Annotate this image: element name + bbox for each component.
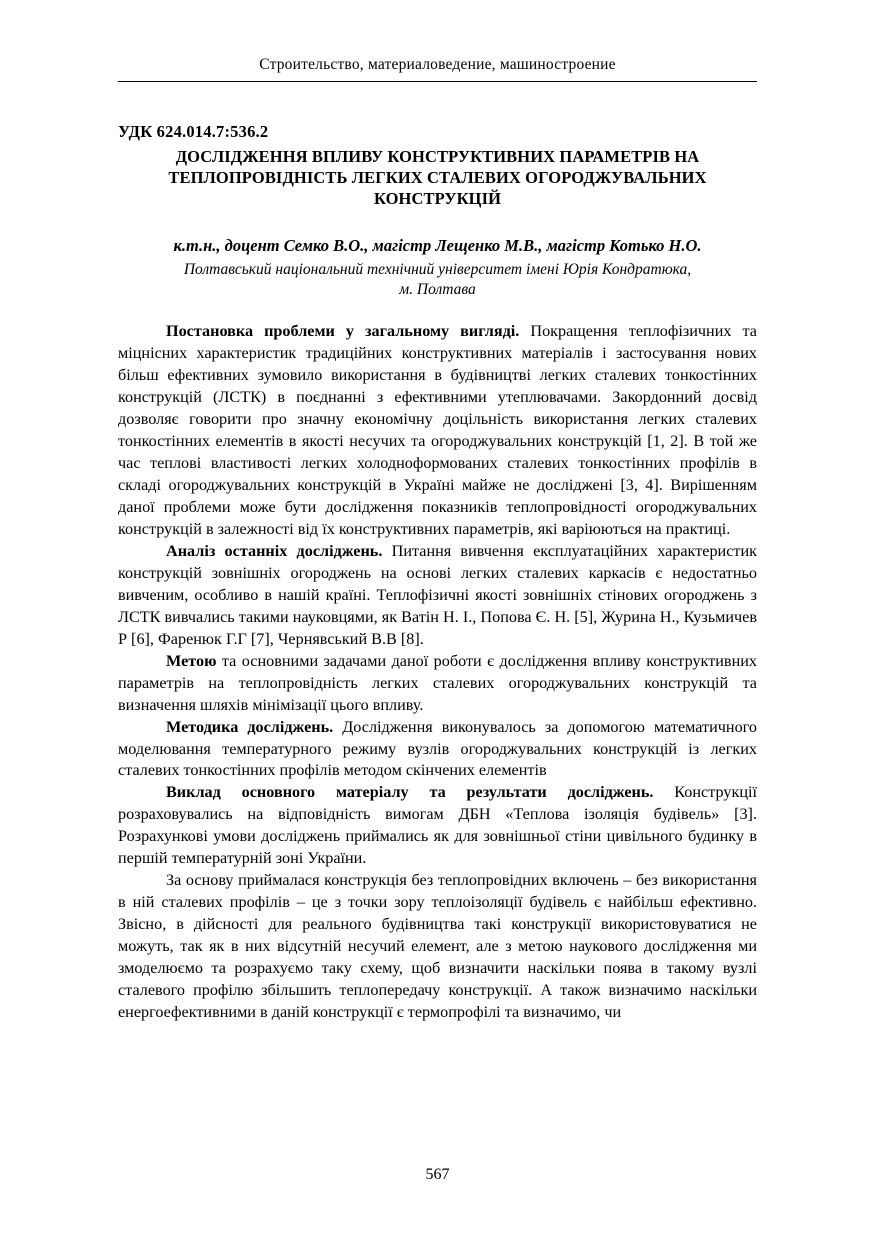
affiliation bbox=[118, 260, 757, 300]
authors-line: к.т.н., доцент Семко В.О., магістр Лещенко М.В., магістр Котько Н.О. bbox=[173, 236, 702, 256]
running-head: Строительство, материаловедение, машиностроение bbox=[259, 56, 616, 73]
page-number: 567 bbox=[425, 1166, 450, 1183]
paragraph-lead: Метою bbox=[166, 651, 217, 670]
paragraph bbox=[118, 651, 757, 717]
paragraph bbox=[118, 782, 757, 870]
paragraph-lead: Методика досліджень. bbox=[166, 717, 334, 736]
paragraph-text: Питання вивчення експлуатаційних характеристик конструкцій зовнішніх огороджень на основі легких сталевих каркасів є недостатньо вивченим, особливо в нашій країні. Теплофізичні якості зовнішніх стінових огороджень з ЛСТК вивчались такими науковцями, як Ватін Н. І., Попова Є. Н. [5], Журина Н., Кузьмичев Р [6], Фаренюк Г.Г [7], Чернявський В.В [8]. bbox=[118, 541, 757, 648]
paragraph-lead: Аналіз останніх досліджень. bbox=[166, 541, 383, 560]
paragraph-text: Покращення теплофізичних та міцнісних характеристик традиційних конструктивних матеріалів і застосування нових більш ефективних зумовило використання в будівництві легких сталевих тонкостінних конструкцій (ЛСТК) в поєднанні з ефективними утеплювачами. Закордонний досвід дозволяє говорити про значну економічну доцільність використання легких сталевих тонкостінних елементів в якості несучих та огороджувальних конструкцій [1, 2]. В той же час теплові властивості легких холодноформованих сталевих тонкостінних профілів в складі огороджувальних конструкцій в Україні майже не досліджені [3, 4]. Вирішенням даної проблеми може бути дослідження показників теплопровідності огороджувальних конструкцій в залежності від їх конструктивних параметрів, які варіюються на практиці. bbox=[118, 322, 757, 538]
affiliation-line-1: Полтавський національний технічний університет імені Юрія Кондратюка, bbox=[183, 260, 692, 278]
paragraph bbox=[118, 321, 757, 541]
udk-code: УДК 624.014.7:536.2 bbox=[118, 122, 269, 141]
paragraph bbox=[118, 870, 757, 1024]
paragraph-lead: Виклад основного матеріалу та результати досліджень. bbox=[166, 783, 654, 802]
paragraph bbox=[118, 717, 757, 783]
paragraph-text: Дослідження виконувалось за допомогою математичного моделювання температурного режиму вузлів огороджувальних конструкцій із легких сталевих тонкостінних профілів методом скінчених елементів bbox=[118, 717, 757, 780]
paragraph-text: Конструкції розраховувались на відповідність вимогам ДБН «Теплова ізоляція будівель» [3]. Розрахункові умови досліджень приймались як для зовнішньої стіни цивільного будинку в першій температурній зоні України. bbox=[118, 783, 757, 868]
paragraph-text: За основу приймалася конструкція без теплопровідних включень – без використання в ній сталевих профілів – це з точки зору теплоізоляції будівель є найбільш ефективно. Звісно, в дійсності для реального будівництва такі конструкції використовуватися не можуть, так як в них відсутній несучий елемент, але з метою наукового дослідження ми змоделюємо та розрахуємо таку схему, щоб визначити наскільки поява в такому вузлі сталевого профілю збільшить теплопередачу конструкції. А також визначимо наскільки енергоефективними в даній конструкції є термопрофілі та визначимо, чи bbox=[118, 871, 757, 1021]
paragraph bbox=[118, 541, 757, 651]
paragraph-text: та основними задачами даної роботи є дослідження впливу конструктивних параметрів на теплопровідність легких сталевих огороджувальних конструкцій та визначення шляхів мінімізації цього впливу. bbox=[118, 651, 757, 714]
paragraph-lead: Постановка проблеми у загальному вигляді. bbox=[166, 322, 520, 341]
header-divider bbox=[118, 81, 757, 82]
article-body bbox=[118, 321, 757, 1024]
affiliation-line-2: м. Полтава bbox=[399, 280, 476, 298]
page-title: ДОСЛІДЖЕННЯ ВПЛИВУ КОНСТРУКТИВНИХ ПАРАМЕТРІВ НА ТЕПЛОПРОВІДНІСТЬ ЛЕГКИХ СТАЛЕВИХ ОГОРОДЖУВАЛЬНИХ КОНСТРУКЦІЙ bbox=[168, 147, 707, 209]
